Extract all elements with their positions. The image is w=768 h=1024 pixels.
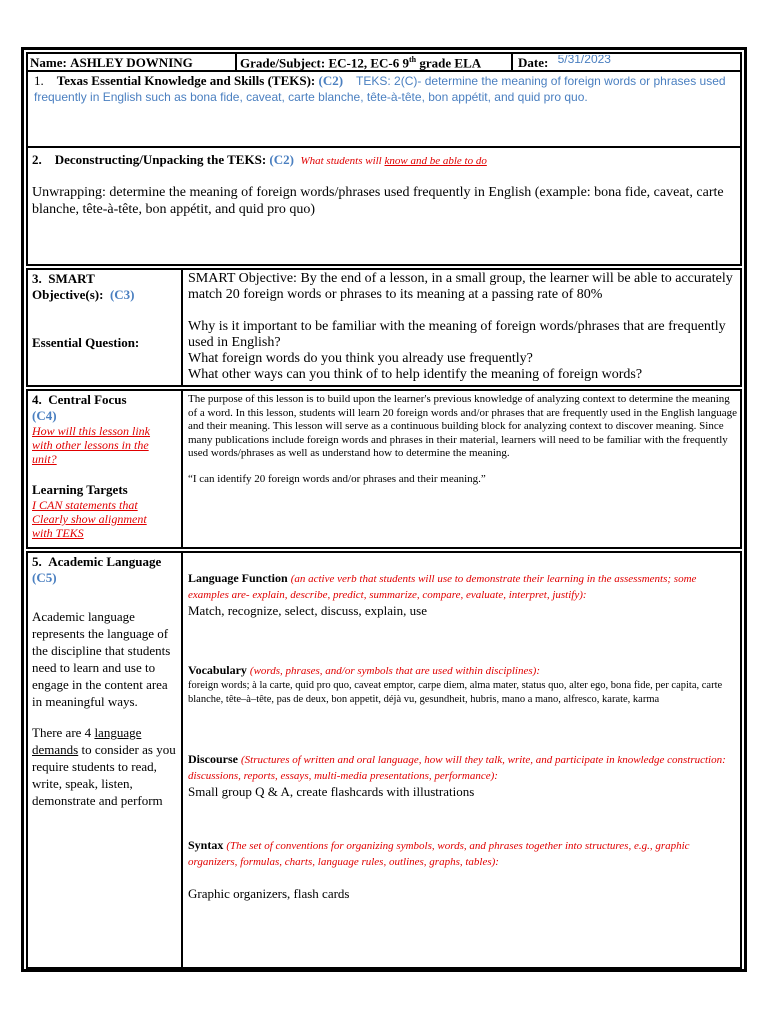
header-row bbox=[26, 52, 742, 72]
central-focus-hint: How will this lesson link with other lessons in the unit? bbox=[32, 424, 151, 466]
vocabulary-hint: (words, phrases, and/or symbols that are used within disciplines): bbox=[249, 665, 540, 677]
teks-code: (C2) bbox=[318, 73, 344, 88]
deconstruct-heading bbox=[32, 152, 732, 169]
vocabulary-label: Vocabulary bbox=[188, 663, 247, 677]
deconstruct-hint-b: know and be able to do bbox=[384, 155, 487, 167]
discourse-label: Discourse bbox=[188, 752, 238, 766]
smart-code: (C3) bbox=[109, 287, 135, 302]
teks-number: 1. bbox=[34, 73, 44, 88]
central-focus-divider bbox=[181, 391, 183, 549]
grade-tail: grade ELA bbox=[419, 55, 482, 71]
demands-text-b: to consider as you require students to read, write, speak, listen, demonstrate and perform bbox=[32, 742, 176, 808]
smart-title-b: Objective(s): bbox=[32, 287, 104, 302]
discourse-block bbox=[188, 752, 740, 784]
deconstruct-hint-a: What students will bbox=[300, 155, 385, 167]
grade-label: Grade/Subject: bbox=[240, 55, 326, 71]
deconstruct-number: 2. bbox=[32, 152, 42, 167]
section-deconstructing bbox=[26, 146, 742, 266]
section-teks bbox=[26, 70, 742, 148]
smart-label-cell bbox=[32, 271, 182, 351]
date-label: Date: bbox=[518, 55, 549, 70]
central-focus-number: 4. bbox=[32, 392, 42, 407]
smart-title-a: SMART bbox=[48, 271, 95, 286]
syntax-value: Graphic organizers, flash cards bbox=[188, 886, 350, 901]
smart-number: 3. bbox=[32, 271, 42, 286]
central-focus-label-cell bbox=[32, 392, 180, 540]
teks-text: TEKS: 2(C)- determine the meaning of foreign words or phrases used frequently in English such as bona fide, caveat, carte blanche, tête-à-tête, bon appétit, and quid pro quo. bbox=[34, 74, 726, 104]
name-label: Name: bbox=[30, 55, 67, 70]
learning-targets-label: Learning Targets bbox=[32, 482, 128, 497]
deconstruct-title: Deconstructing/Unpacking the TEKS: bbox=[54, 152, 267, 167]
deconstruct-body: Unwrapping: determine the meaning of foreign words/phrases used frequently in English (example: bona fide, caveat, carte blanche, tête-à-tête, bon appétit, and quid pro quo) bbox=[32, 185, 724, 217]
deconstruct-code: (C2) bbox=[269, 152, 294, 167]
central-focus-title: Central Focus bbox=[48, 392, 127, 407]
syntax-hint: (The set of conventions for organizing symbols, words, and phrases together into structures, e.g., graphic organizers, formulas, charts, language rules, outlines, graphs, tables): bbox=[188, 840, 690, 868]
language-function-block bbox=[188, 571, 740, 603]
smart-divider bbox=[181, 270, 183, 387]
academic-language-number: 5. bbox=[32, 554, 42, 569]
vocabulary-value: foreign words; à la carte, quid pro quo, caveat emptor, carpe diem, alma mater, status quo, alter ego, bona fide, per capita, carte blanche, tête–à–tête, pas de deux, bon appetit, déjà vu, gesundheit, hubris, mano a mano, alfresco, karate, karma bbox=[188, 680, 723, 705]
demands-text-a: There are 4 bbox=[32, 725, 95, 740]
academic-language-code: (C5) bbox=[32, 570, 57, 585]
demands-underlined: language demands bbox=[32, 725, 142, 757]
grade-sup: th bbox=[409, 55, 417, 64]
essential-question-1: Why is it important to be familiar with the meaning of foreign words/phrases that are frequently used in English? bbox=[188, 319, 726, 350]
essential-question-label: Essential Question: bbox=[32, 335, 140, 350]
smart-content bbox=[188, 271, 740, 383]
learning-targets-hint: I CAN statements that Clearly show alignment with TEKS bbox=[32, 498, 147, 540]
vocabulary-block bbox=[188, 663, 740, 679]
smart-objective: SMART Objective: By the end of a lesson, in a small group, the learner will be able to accurately match 20 foreign words or phrases to its meaning at a passing rate of 80% bbox=[188, 271, 733, 302]
name-value: ASHLEY DOWNING bbox=[70, 55, 193, 70]
central-focus-code: (C4) bbox=[32, 408, 57, 423]
discourse-value: Small group Q & A, create flashcards with illustrations bbox=[188, 784, 475, 799]
academic-language-label-cell bbox=[32, 554, 180, 809]
academic-language-description: Academic language represents the language of the discipline that students need to learn and use to engage in the content area in meaningful ways. bbox=[32, 609, 171, 709]
language-function-hint: (an active verb that students will use to demonstrate their learning in the assessments; some examples are- explain, describe, predict, summarize, compare, evaluate, interpret, justify): bbox=[188, 573, 697, 601]
section-smart bbox=[26, 268, 742, 387]
date-value: 5/31/2023 bbox=[557, 55, 611, 66]
language-function-value: Match, recognize, select, discuss, explain, use bbox=[188, 603, 427, 618]
central-focus-content bbox=[188, 393, 740, 486]
language-function-label: Language Function bbox=[188, 571, 288, 585]
teks-title: Texas Essential Knowledge and Skills (TEKS): bbox=[56, 73, 316, 88]
section-academic-language bbox=[26, 551, 742, 969]
central-focus-body: The purpose of this lesson is to build upon the learner's previous knowledge of analyzing context to determine the meaning of a word. In this lesson, students will learn 20 foreign words and/or phrases that are frequently used in the English language and their meaning. This lesson will serve as a continuous building block for analyzing context to discover meaning. Since many publications include foreign words and phrases in their material, learners will need to be familiar with the frequently used words/phrases as well as understand how to determine the meaning. bbox=[188, 393, 737, 459]
discourse-hint: (Structures of written and oral language, how will they talk, write, and participate in knowledge construction: discussions, reports, essays, multi-media presentations, performance): bbox=[188, 754, 726, 782]
essential-question-2: What foreign words do you think you already use frequently? bbox=[188, 351, 533, 366]
section-central-focus bbox=[26, 389, 742, 549]
academic-language-content bbox=[188, 571, 740, 902]
syntax-block bbox=[188, 838, 740, 870]
language-demands-note bbox=[32, 724, 177, 809]
essential-question-3: What other ways can you think of to help identify the meaning of foreign words? bbox=[188, 367, 643, 382]
academic-language-divider bbox=[181, 553, 183, 969]
learning-target-statement: “I can identify 20 foreign words and/or phrases and their meaning.” bbox=[188, 472, 486, 485]
syntax-label: Syntax bbox=[188, 838, 224, 852]
teks-content bbox=[34, 73, 734, 105]
grade-value: EC-12, EC-6 9 bbox=[328, 55, 409, 71]
academic-language-title: Academic Language bbox=[48, 554, 162, 569]
